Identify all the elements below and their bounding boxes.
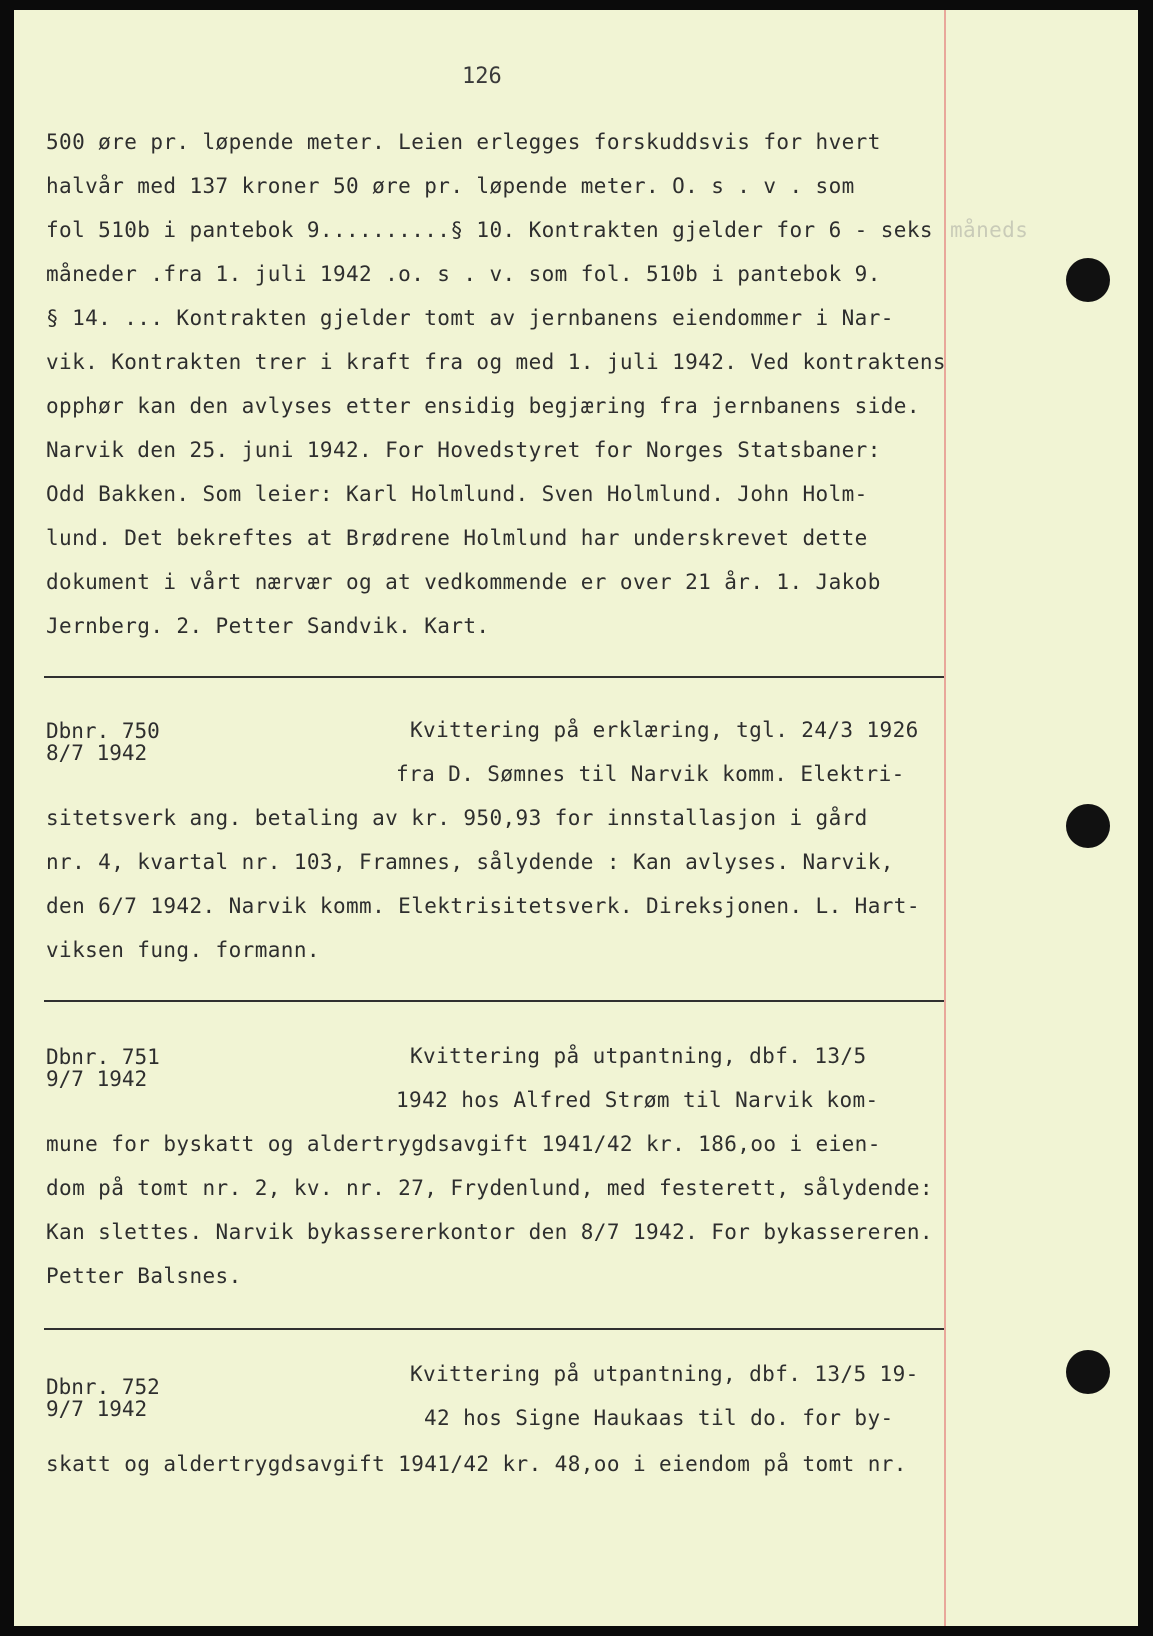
text-line: fra D. Sømnes til Narvik komm. Elektri- bbox=[396, 762, 905, 786]
text-line: dokument i vårt nærvær og at vedkommende er over 21 år. 1. Jakob bbox=[46, 570, 881, 594]
text-line: dom på tomt nr. 2, kv. nr. 27, Frydenlund, med festerett, sålydende: bbox=[46, 1176, 933, 1200]
text-line: fol 510b i pantebok 9..........§ 10. Kontrakten gjelder for 6 - seks bbox=[46, 218, 933, 242]
text-line: Odd Bakken. Som leier: Karl Holmlund. Sven Holmlund. John Holm- bbox=[46, 482, 868, 506]
section-separator bbox=[44, 1328, 944, 1330]
punch-hole bbox=[1066, 258, 1110, 302]
entry-number: Dbnr. 751 bbox=[46, 1045, 160, 1069]
text-line: den 6/7 1942. Narvik komm. Elektrisitetsverk. Direksjonen. L. Hart- bbox=[46, 894, 920, 918]
section-separator bbox=[44, 1000, 944, 1002]
faded-word: måneds bbox=[950, 218, 1029, 242]
text-line: vik. Kontrakten trer i kraft fra og med 1. juli 1942. Ved kontraktens bbox=[46, 350, 946, 374]
text-line: § 14. ... Kontrakten gjelder tomt av jernbanens eiendommer i Nar- bbox=[46, 306, 894, 330]
page-number: 126 bbox=[462, 64, 502, 89]
entry-heading: Kvittering på erklæring, tgl. 24/3 1926 bbox=[410, 718, 919, 742]
text-line: 500 øre pr. løpende meter. Leien erlegges forskuddsvis for hvert bbox=[46, 130, 881, 154]
text-line: lund. Det bekreftes at Brødrene Holmlund har underskrevet dette bbox=[46, 526, 868, 550]
text-line: 42 hos Signe Haukaas til do. for by- bbox=[424, 1406, 894, 1430]
entry-heading: Kvittering på utpantning, dbf. 13/5 bbox=[410, 1044, 867, 1068]
text-line: 1942 hos Alfred Strøm til Narvik kom- bbox=[396, 1088, 879, 1112]
entry-date: 8/7 1942 bbox=[46, 741, 148, 765]
text-line: halvår med 137 kroner 50 øre pr. løpende meter. O. s . v . som bbox=[46, 174, 855, 198]
entry-heading: Kvittering på utpantning, dbf. 13/5 19- bbox=[410, 1362, 919, 1386]
text-line: Jernberg. 2. Petter Sandvik. Kart. bbox=[46, 614, 490, 638]
margin-rule bbox=[944, 10, 946, 1626]
text-line: nr. 4, kvartal nr. 103, Framnes, sålydende : Kan avlyses. Narvik, bbox=[46, 850, 894, 874]
text-line: Kan slettes. Narvik bykassererkontor den 8/7 1942. For bykassereren. bbox=[46, 1220, 933, 1244]
text-line: Narvik den 25. juni 1942. For Hovedstyret for Norges Statsbaner: bbox=[46, 438, 881, 462]
text-line: måneder .fra 1. juli 1942 .o. s . v. som fol. 510b i pantebok 9. bbox=[46, 262, 881, 286]
punch-hole bbox=[1066, 804, 1110, 848]
entry-date: 9/7 1942 bbox=[46, 1067, 148, 1091]
text-line: viksen fung. formann. bbox=[46, 938, 320, 962]
document-page bbox=[14, 10, 1138, 1626]
text-line: Petter Balsnes. bbox=[46, 1264, 242, 1288]
entry-date: 9/7 1942 bbox=[46, 1397, 148, 1421]
entry-number: Dbnr. 750 bbox=[46, 719, 160, 743]
section-separator bbox=[44, 676, 944, 678]
text-line: skatt og aldertrygdsavgift 1941/42 kr. 48,oo i eiendom på tomt nr. bbox=[46, 1452, 907, 1476]
text-line: sitetsverk ang. betaling av kr. 950,93 for innstallasjon i gård bbox=[46, 806, 868, 830]
text-line: mune for byskatt og aldertrygdsavgift 1941/42 kr. 186,oo i eien- bbox=[46, 1132, 881, 1156]
text-line: opphør kan den avlyses etter ensidig begjæring fra jernbanens side. bbox=[46, 394, 920, 418]
punch-hole bbox=[1066, 1350, 1110, 1394]
entry-number: Dbnr. 752 bbox=[46, 1375, 160, 1399]
